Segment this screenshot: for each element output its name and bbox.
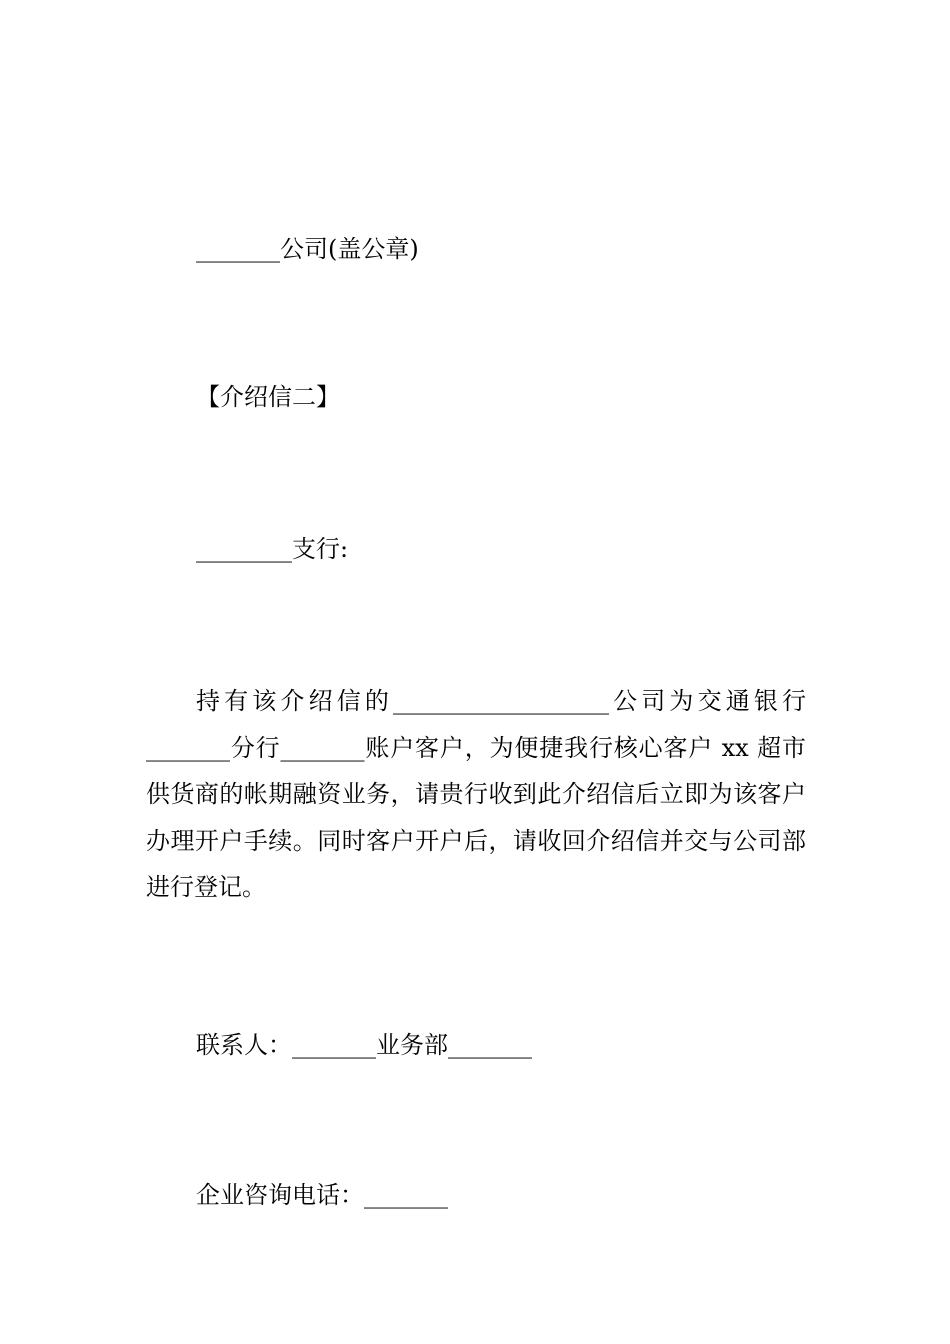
letter-heading: 【介绍信二】	[196, 383, 340, 411]
salutation-text: 支行:	[292, 535, 349, 563]
phone-label: 企业咨询电话：	[196, 1181, 364, 1209]
branch-name-blank: ________	[196, 535, 292, 563]
company-stamp-text: 公司(盖公章)	[280, 235, 419, 263]
business-dept-label: 业务部	[376, 1031, 448, 1059]
contact-label: 联系人：	[196, 1031, 292, 1059]
holder-company-blank: __________________	[393, 687, 609, 715]
business-dept-blank: _______	[448, 1031, 532, 1059]
phone-blank: _______	[364, 1181, 448, 1209]
body-text-branch: 分行	[230, 733, 281, 762]
contact-line	[196, 1030, 532, 1060]
salutation	[196, 534, 348, 564]
company-stamp-line	[196, 234, 419, 264]
branch-blank: _______	[146, 733, 230, 762]
body-text-intro: 持有该介绍信的	[196, 687, 393, 715]
body-text-bank: 公司为交通银行	[609, 687, 806, 715]
letter-body-paragraph	[146, 678, 806, 911]
phone-line	[196, 1180, 448, 1210]
account-blank: _______	[280, 733, 365, 762]
company-name-blank: _______	[196, 235, 280, 263]
contact-person-blank: _______	[292, 1031, 376, 1059]
body-text-main: 账户客户，为便捷我行核心客户 xx 超市供货商的帐期融资业务，请贵行收到此介绍信后立即为该客户办理开户手续。同时客户开户后，请收回介绍信并交与公司部进行登记。	[146, 733, 807, 901]
